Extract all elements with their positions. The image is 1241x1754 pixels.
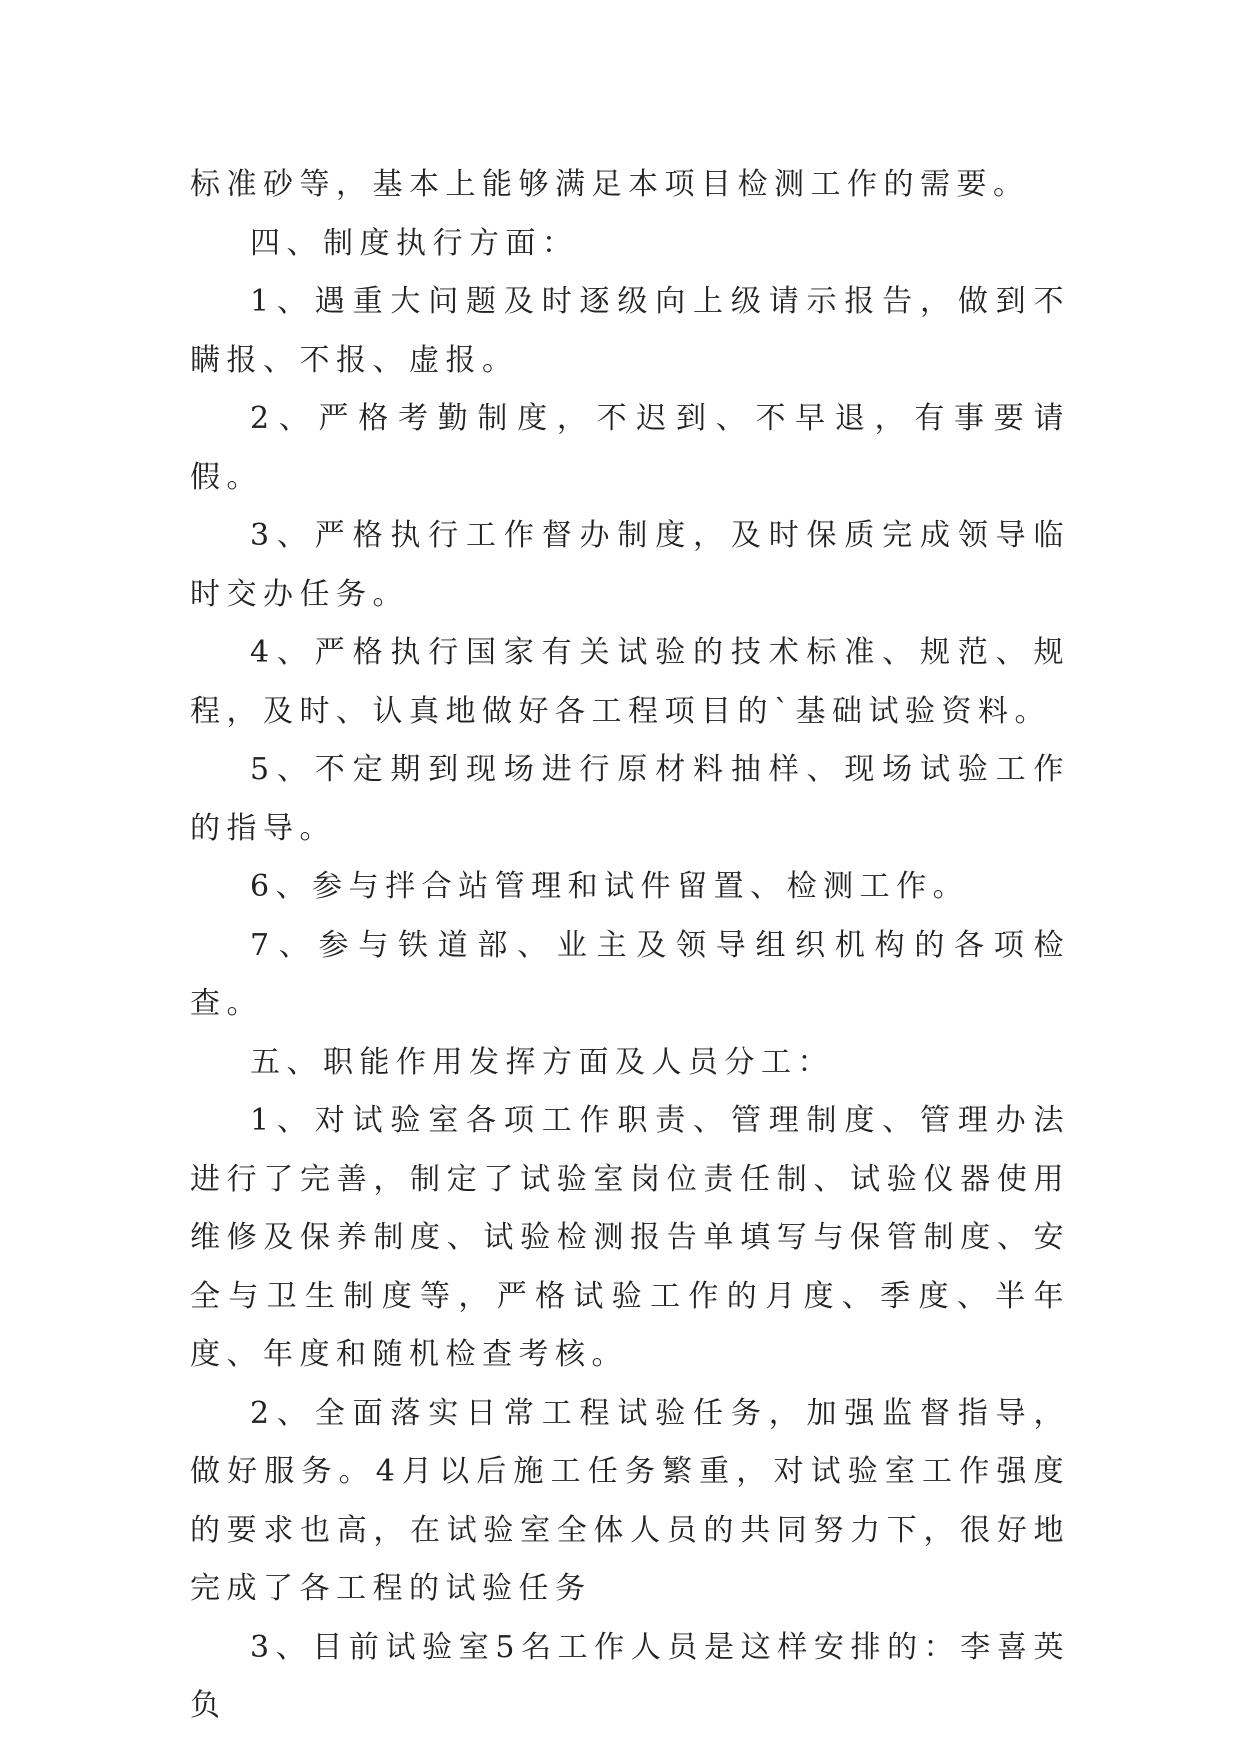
paragraph-item-4-1: 1、遇重大问题及时逐级向上级请示报告，做到不瞒报、不报、虚报。 [190, 284, 1070, 378]
paragraph-item-4-4: 4、严格执行国家有关试验的技术标准、规范、规程，及时、认真地做好各工程项目的`基础试验资料。 [190, 635, 1070, 729]
paragraph-item-4-5: 5、不定期到现场进行原材料抽样、现场试验工作的指导。 [190, 752, 1070, 846]
paragraph-item-4-7: 7、参与铁道部、业主及领导组织机构的各项检查。 [190, 927, 1070, 1021]
paragraph-item-5-3: 3、目前试验室5名工作人员是这样安排的：李喜英负 [190, 1629, 1070, 1723]
paragraph-item-4-6: 6、参与拌合站管理和试件留置、检测工作。 [250, 869, 970, 904]
section-heading-5: 五、职能作用发挥方面及人员分工： [250, 1044, 834, 1080]
section-heading-4: 四、制度执行方面： [250, 225, 579, 261]
paragraph-item-5-1: 1、对试验室各项工作职责、管理制度、管理办法进行了完善，制定了试验室岗位责任制、试验仪器使用维修及保养制度、试验检测报告单填写与保管制度、安全与卫生制度等，严格试验工作的月度、季度、半年度、年度和随机检查考核。 [190, 1103, 1070, 1372]
paragraph-item-5-2: 2、全面落实日常工程试验任务，加强监督指导，做好服务。4月以后施工任务繁重，对试验室工作强度的要求也高，在试验室全体人员的共同努力下，很好地完成了各工程的试验任务 [190, 1395, 1070, 1606]
paragraph-item-4-2: 2、严格考勤制度，不迟到、不早退，有事要请假。 [190, 401, 1070, 495]
paragraph-continuation: 标准砂等，基本上能够满足本项目检测工作的需要。 [190, 167, 1030, 202]
paragraph-item-4-3: 3、严格执行工作督办制度，及时保质完成领导临时交办任务。 [190, 518, 1070, 612]
document-body [190, 156, 1070, 1736]
